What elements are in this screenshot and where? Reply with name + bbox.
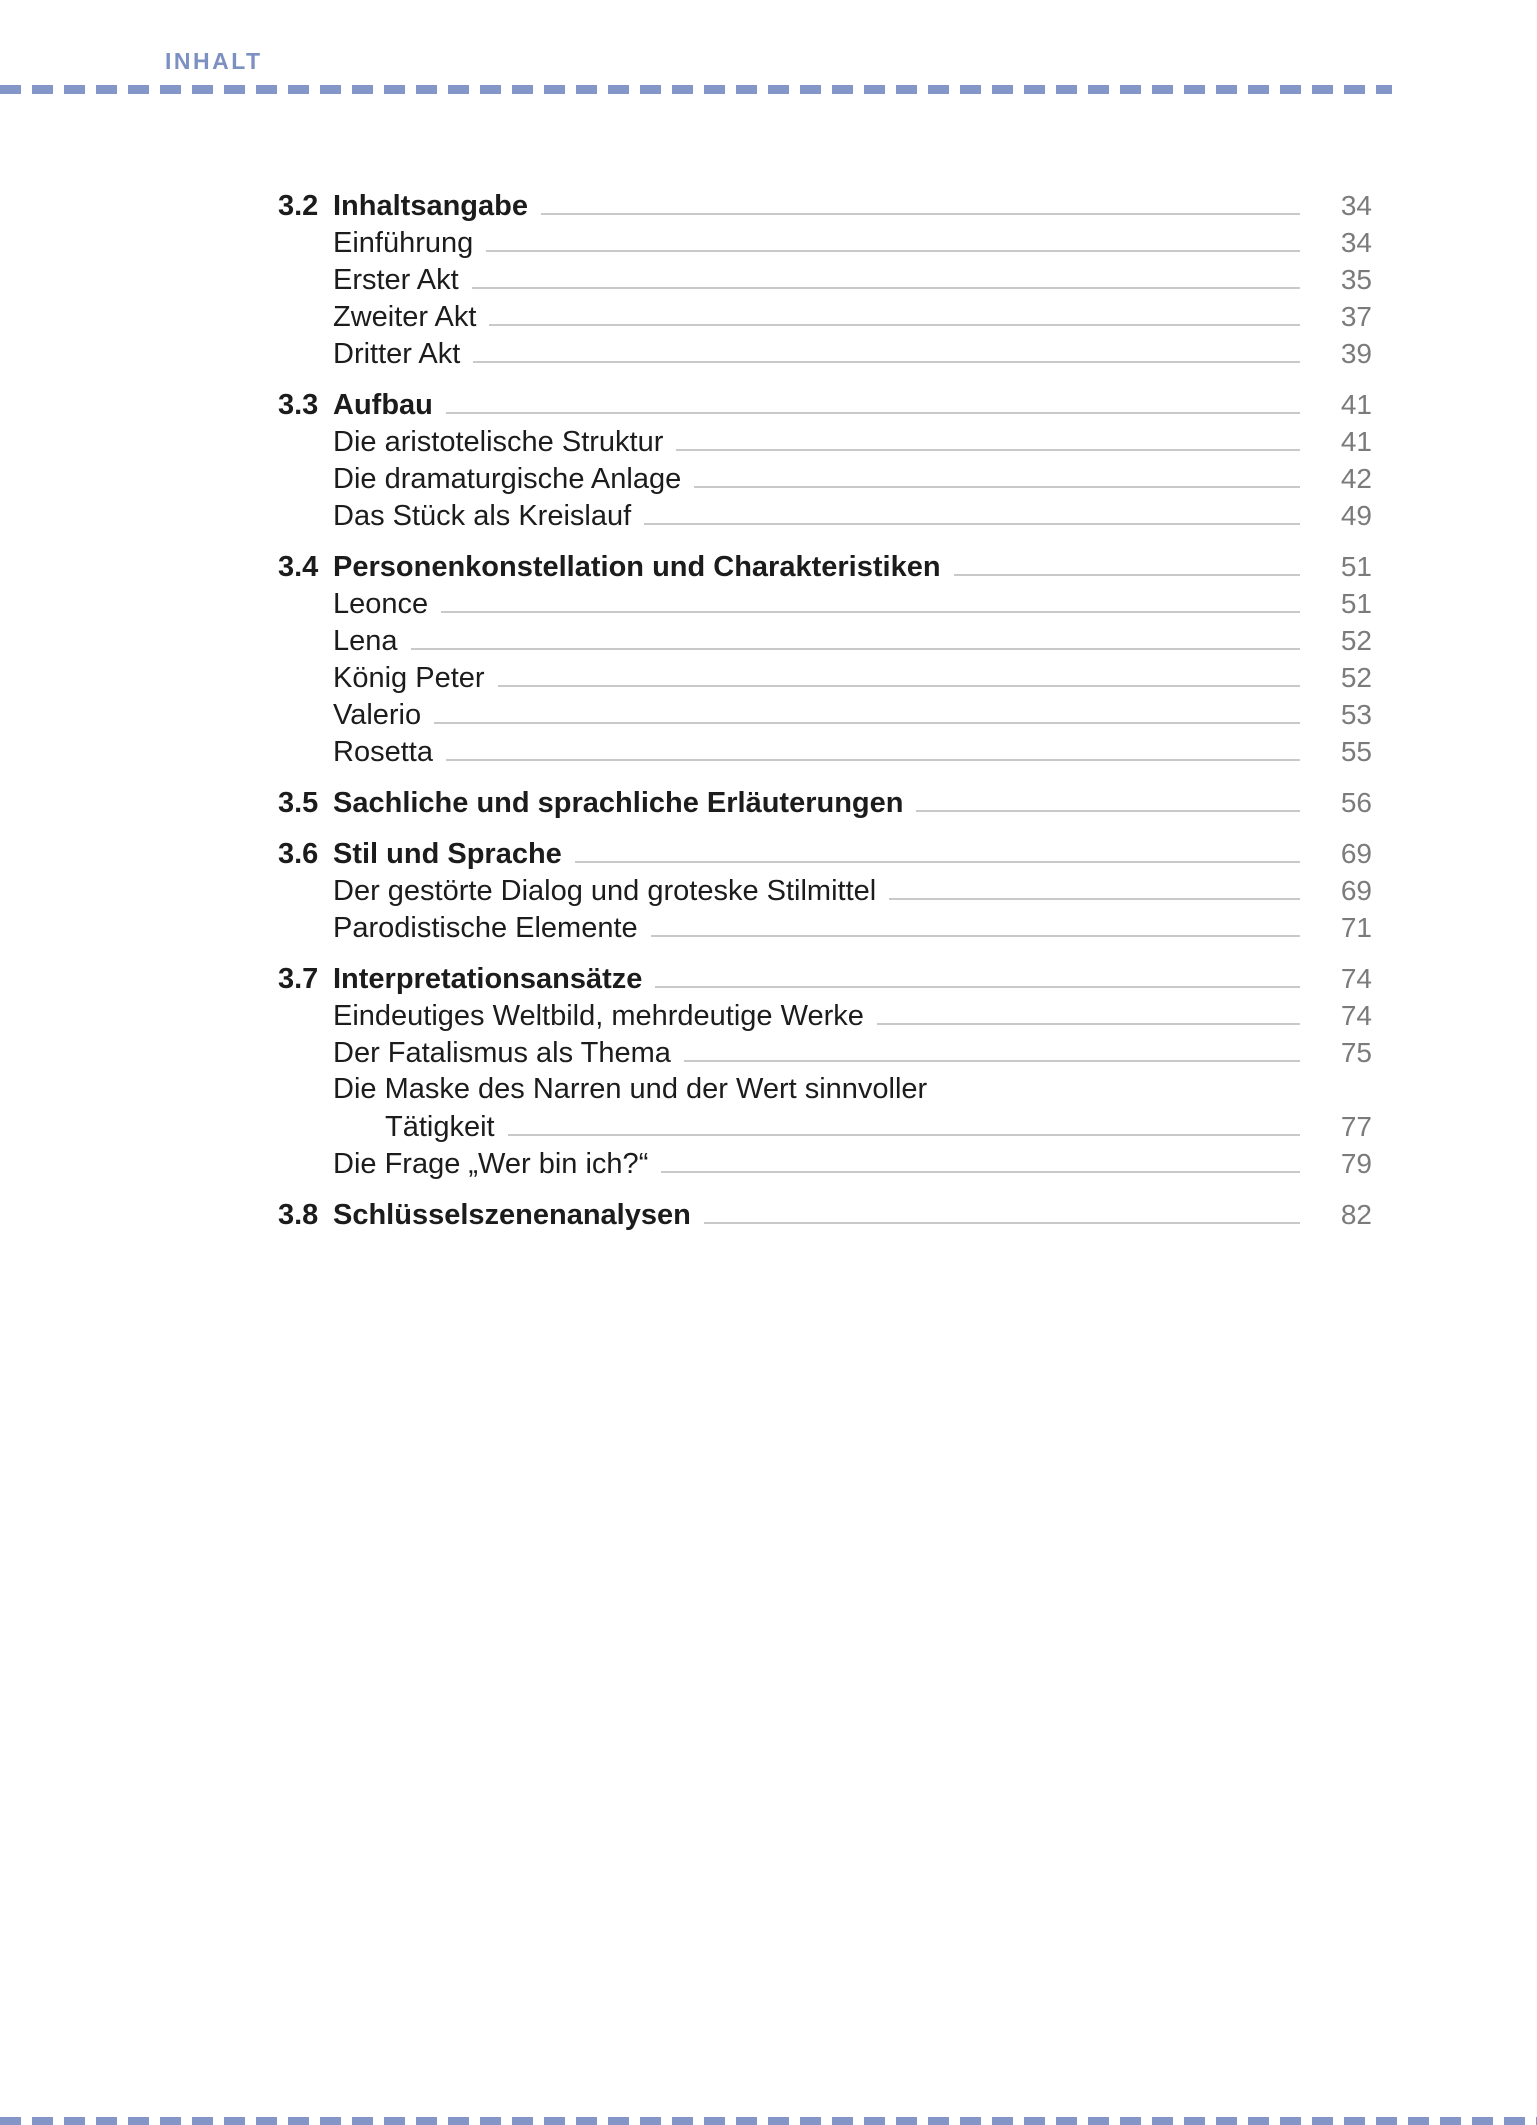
toc-entry-page: 69 xyxy=(1340,875,1372,906)
toc-entry-page: 49 xyxy=(1340,500,1372,531)
toc-entry xyxy=(278,960,1372,997)
toc-entry-label: König Peter xyxy=(333,662,485,694)
toc-leader-line xyxy=(486,250,1300,252)
toc-entry-label: Die Frage „Wer bin ich?“ xyxy=(333,1148,649,1180)
toc-entry-page: 51 xyxy=(1340,588,1372,619)
footer-dashed-rule xyxy=(0,2117,1537,2125)
toc-entry-label: Aufbau xyxy=(333,389,433,421)
toc-entry-label: Personenkonstellation und Charakteristiken xyxy=(333,551,941,583)
toc-entry-number: 3.2 xyxy=(278,190,319,222)
header-dashed-rule xyxy=(0,85,1392,94)
toc-entry xyxy=(278,187,1372,224)
toc-leader-line xyxy=(651,935,1300,937)
toc-entry-label: Dritter Akt xyxy=(333,338,461,370)
toc-entry-page: 77 xyxy=(1340,1111,1372,1142)
toc-leader-line xyxy=(411,648,1300,650)
toc-entry xyxy=(278,224,1372,261)
toc-entry xyxy=(278,909,1372,946)
toc-leader-line xyxy=(446,412,1300,414)
toc-entry-label: Der Fatalismus als Thema xyxy=(333,1037,671,1069)
toc-entry xyxy=(278,872,1372,909)
toc-entry-label: Parodistische Elemente xyxy=(333,912,638,944)
toc-entry-page: 71 xyxy=(1340,912,1372,943)
toc-entry-page: 52 xyxy=(1340,625,1372,656)
toc-entry-number: 3.8 xyxy=(278,1199,319,1231)
toc-leader-line xyxy=(541,213,1300,215)
toc-entry-page: 69 xyxy=(1340,838,1372,869)
toc-entry-page: 82 xyxy=(1340,1199,1372,1230)
toc-entry xyxy=(278,1145,1372,1182)
toc-entry-number: 3.7 xyxy=(278,963,319,995)
toc-entry xyxy=(278,1108,1372,1145)
toc-entry-label: Eindeutiges Weltbild, mehrdeutige Werke xyxy=(333,1000,864,1032)
toc-entry xyxy=(278,335,1372,372)
toc-entry xyxy=(278,1196,1372,1233)
toc-leader-line xyxy=(661,1171,1300,1173)
toc-entry-page: 79 xyxy=(1340,1148,1372,1179)
toc-entry-label: Erster Akt xyxy=(333,264,459,296)
page-title: INHALT xyxy=(165,48,263,74)
toc-entry-page: 55 xyxy=(1340,736,1372,767)
toc-entry-page: 41 xyxy=(1340,426,1372,457)
toc-entry xyxy=(278,696,1372,733)
toc-entry-page: 35 xyxy=(1340,264,1372,295)
toc-entry-page: 34 xyxy=(1340,190,1372,221)
toc-leader-line xyxy=(655,986,1300,988)
toc-entry-label: Schlüsselszenenanalysen xyxy=(333,1199,691,1231)
toc-entry xyxy=(278,659,1372,696)
toc-entry-number: 3.4 xyxy=(278,551,319,583)
toc-leader-line xyxy=(954,574,1300,576)
toc-entry-label: Tätigkeit xyxy=(385,1111,495,1143)
toc-entry-page: 53 xyxy=(1340,699,1372,730)
toc-leader-line xyxy=(676,449,1300,451)
toc-entry-page: 39 xyxy=(1340,338,1372,369)
toc-leader-line xyxy=(694,486,1300,488)
toc-leader-line xyxy=(704,1222,1300,1224)
toc-entry-number: 3.6 xyxy=(278,838,319,870)
toc-entry-label: Interpretationsansätze xyxy=(333,963,643,995)
toc-entry-label: Inhaltsangabe xyxy=(333,190,528,222)
toc-entry xyxy=(278,460,1372,497)
toc-entry-page: 75 xyxy=(1340,1037,1372,1068)
toc-entry xyxy=(278,548,1372,585)
toc-entry xyxy=(278,497,1372,534)
toc-entry-number: 3.3 xyxy=(278,389,319,421)
toc-entry-label: Einführung xyxy=(333,227,474,259)
toc-leader-line xyxy=(644,523,1300,525)
toc-leader-line xyxy=(434,722,1300,724)
toc-leader-line xyxy=(684,1060,1300,1062)
toc-entry-page: 41 xyxy=(1340,389,1372,420)
toc-entry-page: 56 xyxy=(1340,787,1372,818)
toc-leader-line xyxy=(446,759,1300,761)
toc-entry-page: 42 xyxy=(1340,463,1372,494)
toc-entry xyxy=(278,298,1372,335)
toc-leader-line xyxy=(498,685,1300,687)
toc-entry-number: 3.5 xyxy=(278,787,319,819)
toc-entry xyxy=(278,585,1372,622)
toc-entry-label: Zweiter Akt xyxy=(333,301,477,333)
toc-entry-label: Die dramaturgische Anlage xyxy=(333,463,682,495)
toc-entry-label: Das Stück als Kreislauf xyxy=(333,500,632,532)
toc-leader-line xyxy=(877,1023,1300,1025)
toc-entry xyxy=(278,835,1372,872)
toc-entry xyxy=(278,1034,1372,1071)
toc-entry xyxy=(278,784,1372,821)
toc-leader-line xyxy=(916,810,1300,812)
toc-entry-page: 74 xyxy=(1340,963,1372,994)
toc-leader-line xyxy=(472,287,1300,289)
toc-entry-label: Leonce xyxy=(333,588,429,620)
toc-entry-label: Die aristotelische Struktur xyxy=(333,426,664,458)
toc-entry-label: Stil und Sprache xyxy=(333,838,562,870)
toc-entry xyxy=(278,423,1372,460)
toc-entry xyxy=(278,261,1372,298)
toc-entry-label: Valerio xyxy=(333,699,422,731)
toc-entry-label: Die Maske des Narren und der Wert sinnvoller xyxy=(333,1073,928,1105)
toc-entry-label: Lena xyxy=(333,625,398,657)
toc-leader-line xyxy=(889,898,1300,900)
toc-entry-page: 74 xyxy=(1340,1000,1372,1031)
toc-entry-label: Rosetta xyxy=(333,736,433,768)
toc-entry xyxy=(278,997,1372,1034)
toc-leader-line xyxy=(473,361,1300,363)
toc-entry xyxy=(278,1071,1372,1108)
toc-leader-line xyxy=(489,324,1300,326)
toc-list xyxy=(278,187,1372,1233)
toc-entry-page: 34 xyxy=(1340,227,1372,258)
toc-entry xyxy=(278,733,1372,770)
toc-leader-line xyxy=(441,611,1300,613)
toc-entry-label: Sachliche und sprachliche Erläuterungen xyxy=(333,787,904,819)
toc-entry-page: 51 xyxy=(1340,551,1372,582)
toc-leader-line xyxy=(508,1134,1300,1136)
toc-entry xyxy=(278,622,1372,659)
toc-entry xyxy=(278,386,1372,423)
toc-entry-label: Der gestörte Dialog und groteske Stilmittel xyxy=(333,875,877,907)
toc-entry-page: 37 xyxy=(1340,301,1372,332)
toc-entry-page: 52 xyxy=(1340,662,1372,693)
toc-leader-line xyxy=(575,861,1300,863)
